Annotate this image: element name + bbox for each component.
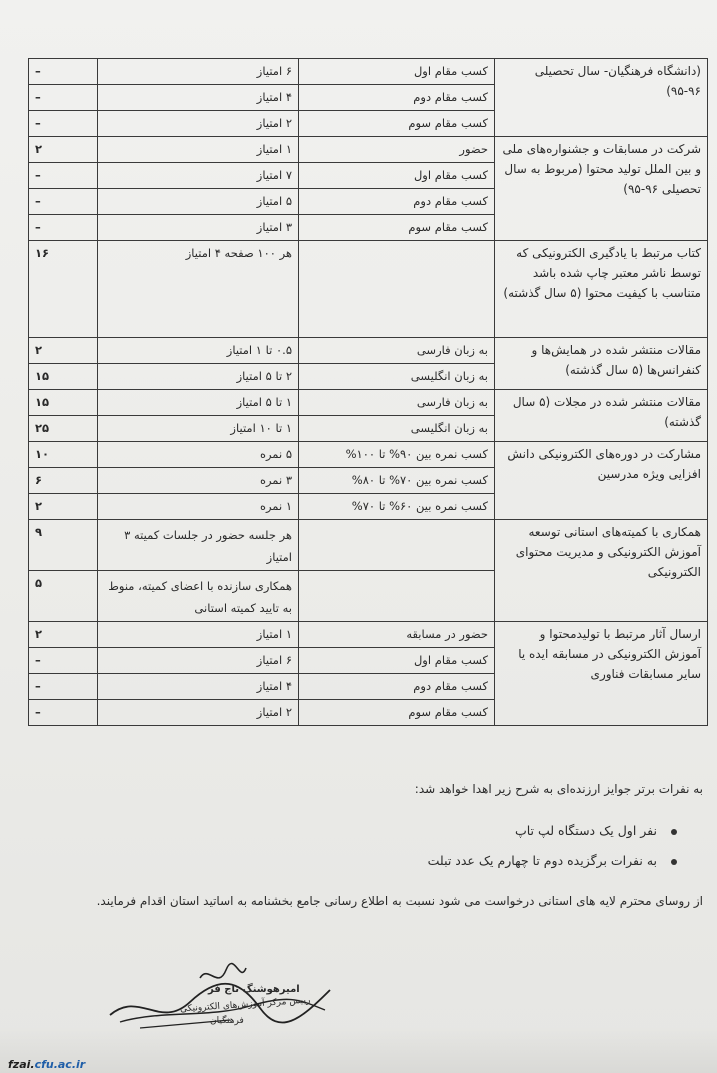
max-score-cell: ۲ (29, 622, 98, 648)
condition-cell: حضور در مسابقه (299, 622, 495, 648)
score-cell: ۱ امتیاز (98, 622, 299, 648)
prizes-intro: به نفرات برتر جوایز ارزنده‌ای به شرح زیر اهدا خواهد شد: (414, 782, 703, 796)
condition-cell: کسب مقام سوم (299, 111, 495, 137)
max-score-cell: – (29, 59, 98, 85)
score-cell: هر جلسه حضور در جلسات کمیته ۳ امتیاز (98, 520, 299, 571)
max-score-cell: ۲ (29, 137, 98, 163)
condition-cell: کسب مقام دوم (299, 674, 495, 700)
footer-watermark-part1: fzai. (8, 1058, 35, 1071)
criterion-title: شرکت در مسابقات و جشنواره‌های ملی و بین الملل تولید محتوا (مربوط به سال تحصیلی ۹۶-۹۵) (495, 137, 708, 241)
max-score-cell: ۹ (29, 520, 98, 571)
condition-cell: کسب مقام اول (299, 163, 495, 189)
condition-cell: به زبان انگلیسی (299, 364, 495, 390)
max-score-cell: – (29, 215, 98, 241)
table-row (29, 338, 708, 364)
signatory-org: فرهنگیان (210, 1016, 244, 1026)
max-score-cell: ۱۰ (29, 442, 98, 468)
score-cell: ۷ امتیاز (98, 163, 299, 189)
condition-cell: به زبان انگلیسی (299, 416, 495, 442)
bullet-icon (671, 859, 677, 865)
score-cell: ۱ تا ۵ امتیاز (98, 390, 299, 416)
max-score-cell: ۶ (29, 468, 98, 494)
score-cell: ۲ تا ۵ امتیاز (98, 364, 299, 390)
max-score-cell: – (29, 85, 98, 111)
max-score-cell: ۱۵ (29, 390, 98, 416)
condition-cell: به زبان فارسی (299, 338, 495, 364)
max-score-cell: ۱۶ (29, 241, 98, 338)
max-score-cell: ۲۵ (29, 416, 98, 442)
request-paragraph: از روسای محترم لایه های استانی درخواست می شود نسبت به اطلاع رسانی جامع بخشنامه به اساتید استان اقدام فرمایند. (96, 894, 703, 908)
condition-cell: حضور (299, 137, 495, 163)
criterion-title: (دانشگاه فرهنگیان- سال تحصیلی ۹۶-۹۵) (495, 59, 708, 137)
condition-cell: کسب مقام اول (299, 59, 495, 85)
criterion-title: مشارکت در دوره‌های الکترونیکی دانش افزایی ویژه مدرسین (495, 442, 708, 520)
footer-bar (0, 1027, 717, 1073)
score-cell: ۱ تا ۱۰ امتیاز (98, 416, 299, 442)
max-score-cell: – (29, 700, 98, 726)
condition-cell: کسب نمره بین ۹۰% تا ۱۰۰% (299, 442, 495, 468)
criterion-title: ارسال آثار مرتبط با تولیدمحتوا و آموزش الکترونیکی در مسابقه ایده یا سایر مسابقات فناوری (495, 622, 708, 726)
criterion-title: مقالات منتشر شده در همایش‌ها و کنفرانس‌ها (۵ سال گذشته) (495, 338, 708, 390)
score-cell: همکاری سازنده با اعضای کمیته، منوط به تایید کمیته استانی (98, 571, 299, 622)
score-table-body (29, 59, 708, 726)
max-score-cell: – (29, 111, 98, 137)
condition-cell: کسب نمره بین ۷۰% تا ۸۰% (299, 468, 495, 494)
signatory-name: امیرهوشنگ تاج فر (208, 984, 300, 995)
score-table (28, 58, 708, 726)
max-score-cell: ۱۵ (29, 364, 98, 390)
max-score-cell: ۲ (29, 338, 98, 364)
prize-text: نفر اول یک دستگاه لپ تاپ (514, 823, 657, 838)
score-cell: ۴ امتیاز (98, 85, 299, 111)
score-cell: ۰.۵ تا ۱ امتیاز (98, 338, 299, 364)
condition-cell: کسب مقام دوم (299, 189, 495, 215)
score-cell: ۴ امتیاز (98, 674, 299, 700)
score-cell: ۲ امتیاز (98, 700, 299, 726)
score-cell: ۵ امتیاز (98, 189, 299, 215)
condition-cell (299, 241, 495, 338)
max-score-cell: ۵ (29, 571, 98, 622)
table-row (29, 59, 708, 85)
footer-watermark (8, 1058, 85, 1071)
max-score-cell: – (29, 674, 98, 700)
table-row (29, 442, 708, 468)
footer-watermark-part2: cfu.ac.ir (34, 1058, 86, 1071)
score-cell: هر ۱۰۰ صفحه ۴ امتیاز (98, 241, 299, 338)
max-score-cell: ۲ (29, 494, 98, 520)
prize-item-second (428, 853, 677, 868)
condition-cell (299, 571, 495, 622)
score-cell: ۵ نمره (98, 442, 299, 468)
score-cell: ۱ امتیاز (98, 137, 299, 163)
table-row (29, 137, 708, 163)
condition-cell: کسب مقام سوم (299, 700, 495, 726)
max-score-cell: – (29, 189, 98, 215)
table-row (29, 241, 708, 338)
score-cell: ۶ امتیاز (98, 648, 299, 674)
table-row (29, 390, 708, 416)
condition-cell: کسب مقام اول (299, 648, 495, 674)
condition-cell: به زبان فارسی (299, 390, 495, 416)
table-row (29, 520, 708, 571)
score-cell: ۶ امتیاز (98, 59, 299, 85)
criterion-title: کتاب مرتبط با یادگیری الکترونیکی که توسط ناشر معتبر چاپ شده باشد متناسب با کیفیت محتوا (۵ سال گذشته) (495, 241, 708, 338)
criterion-title: مقالات منتشر شده در مجلات (۵ سال گذشته) (495, 390, 708, 442)
score-cell: ۳ نمره (98, 468, 299, 494)
condition-cell (299, 520, 495, 571)
bullet-icon (671, 829, 677, 835)
max-score-cell: – (29, 163, 98, 189)
table-row (29, 622, 708, 648)
condition-cell: کسب مقام سوم (299, 215, 495, 241)
criterion-title: همکاری با کمیته‌های استانی توسعه آموزش الکترونیکی و مدیریت محتوای الکترونیکی (495, 520, 708, 622)
condition-cell: کسب مقام دوم (299, 85, 495, 111)
score-cell: ۱ نمره (98, 494, 299, 520)
max-score-cell: – (29, 648, 98, 674)
condition-cell: کسب نمره بین ۶۰% تا ۷۰% (299, 494, 495, 520)
prize-text: به نفرات برگزیده دوم تا چهارم یک عدد تبلت (427, 853, 657, 868)
score-cell: ۳ امتیاز (98, 215, 299, 241)
score-cell: ۲ امتیاز (98, 111, 299, 137)
prize-item-first (515, 823, 677, 838)
signatory-role: رییس مرکز آموزش‌های الکترونیکی (179, 995, 311, 1015)
